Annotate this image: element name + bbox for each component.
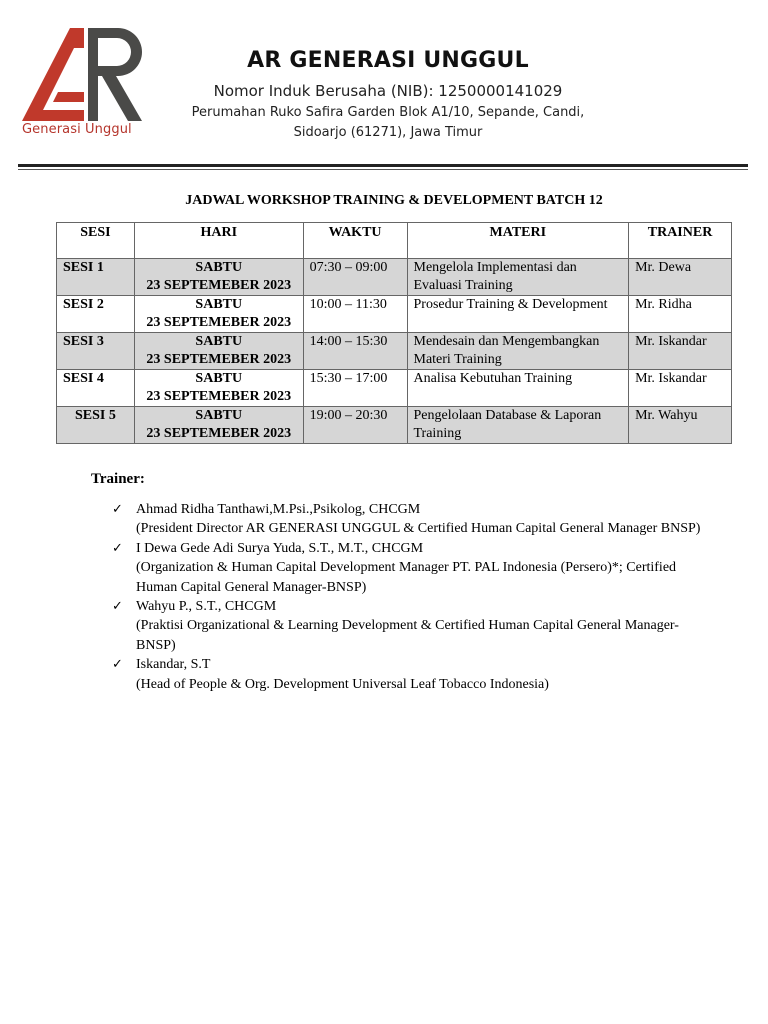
cell-waktu: 07:30 – 09:00: [303, 259, 407, 296]
trainer-name: Wahyu P., S.T., CHCGM: [136, 599, 277, 615]
company-address-line1: Perumahan Ruko Safira Garden Blok A1/10, Sepande, Candi,: [191, 105, 585, 120]
table-row: [57, 296, 732, 333]
company-nib: Nomor Induk Berusaha (NIB): 1250000141029: [213, 82, 563, 100]
company-name: AR GENERASI UNGGUL: [247, 48, 529, 73]
cell-materi: Mengelola Implementasi dan Evaluasi Training: [407, 259, 629, 296]
cell-trainer: Mr. Ridha: [629, 296, 732, 333]
table-row: [57, 370, 732, 407]
cell-hari-date: 23 SEPTEMEBER 2023: [146, 315, 292, 330]
table-row: [57, 259, 732, 296]
trainer-description: (President Director AR GENERASI UNGGUL & Certified Human Capital General Manager BNSP): [136, 521, 701, 537]
cell-hari-day: SABTU: [195, 371, 243, 386]
list-item: [112, 655, 712, 694]
cell-sesi: SESI 4: [57, 370, 135, 407]
trainer-name: I Dewa Gede Adi Surya Yuda, S.T., M.T., CHCGM: [136, 540, 424, 556]
cell-sesi: SESI 5: [57, 407, 135, 444]
cell-hari-date: 23 SEPTEMEBER 2023: [146, 278, 292, 293]
cell-sesi: SESI 1: [57, 259, 135, 296]
cell-waktu: 15:30 – 17:00: [303, 370, 407, 407]
document-title: JADWAL WORKSHOP TRAINING & DEVELOPMENT BATCH 12: [185, 193, 603, 208]
logo-letter-r: [88, 28, 142, 121]
cell-hari: [134, 259, 303, 296]
cell-hari-date: 23 SEPTEMEBER 2023: [146, 352, 292, 367]
list-item: [112, 500, 712, 539]
list-item: [112, 597, 712, 655]
company-header: [190, 48, 586, 143]
cell-trainer: Mr. Wahyu: [629, 407, 732, 444]
cell-hari-date: 23 SEPTEMEBER 2023: [146, 389, 292, 404]
cell-sesi: SESI 3: [57, 333, 135, 370]
logo-letter-a-crossbar: [53, 92, 84, 102]
cell-sesi: SESI 2: [57, 296, 135, 333]
header-divider: [18, 164, 748, 167]
cell-trainer: Mr. Iskandar: [629, 370, 732, 407]
cell-hari-date: 23 SEPTEMEBER 2023: [146, 426, 292, 441]
logo-caption: Generasi Unggul: [22, 122, 132, 137]
cell-materi: Prosedur Training & Development: [407, 296, 629, 333]
cell-waktu: 14:00 – 15:30: [303, 333, 407, 370]
cell-hari: [134, 296, 303, 333]
cell-hari: [134, 370, 303, 407]
trainer-name: Ahmad Ridha Tanthawi,M.Psi.,Psikolog, CHCGM: [136, 502, 421, 517]
header-divider-thin: [18, 169, 748, 170]
cell-trainer: Mr. Dewa: [629, 259, 732, 296]
company-address-line2: Sidoarjo (61271), Jawa Timur: [293, 125, 483, 140]
cell-materi: Pengelolaan Database & Laporan Training: [407, 407, 629, 444]
list-item: [112, 539, 712, 597]
col-header-waktu: WAKTU: [303, 223, 407, 259]
cell-trainer: Mr. Iskandar: [629, 333, 732, 370]
cell-materi: Analisa Kebutuhan Training: [407, 370, 629, 407]
cell-hari-day: SABTU: [195, 260, 243, 275]
cell-waktu: 10:00 – 11:30: [303, 296, 407, 333]
trainer-list: [112, 500, 712, 694]
schedule-table: [56, 222, 732, 444]
col-header-trainer: TRAINER: [629, 223, 732, 259]
col-header-hari: HARI: [134, 223, 303, 259]
trainer-description: (Head of People & Org. Development Universal Leaf Tobacco Indonesia): [136, 676, 549, 692]
trainer-name: Iskandar, S.T: [136, 657, 211, 673]
check-mark-icon: ✓: [112, 599, 123, 615]
check-mark-icon: ✓: [112, 657, 123, 673]
table-row: [57, 407, 732, 444]
check-mark-icon: ✓: [112, 540, 123, 556]
cell-hari: [134, 333, 303, 370]
col-header-materi: MATERI: [407, 223, 629, 259]
trainer-heading: Trainer:: [91, 471, 145, 487]
trainer-description: (Organization & Human Capital Development Manager PT. PAL Indonesia (Persero)*; Certified Human Capital General Manager-BNSP): [136, 560, 677, 595]
cell-waktu: 19:00 – 20:30: [303, 407, 407, 444]
cell-hari-day: SABTU: [195, 297, 243, 312]
logo-letter-a: [22, 28, 84, 121]
check-mark-icon: ✓: [112, 502, 123, 517]
trainer-description: (Praktisi Organizational & Learning Development & Certified Human Capital General Manager-BNSP): [136, 618, 679, 653]
schedule-header-row: [57, 223, 732, 259]
cell-hari-day: SABTU: [195, 408, 243, 423]
cell-hari: [134, 407, 303, 444]
cell-materi: Mendesain dan Mengembangkan Materi Training: [407, 333, 629, 370]
col-header-sesi: SESI: [57, 223, 135, 259]
cell-hari-day: SABTU: [195, 334, 243, 349]
table-row: [57, 333, 732, 370]
